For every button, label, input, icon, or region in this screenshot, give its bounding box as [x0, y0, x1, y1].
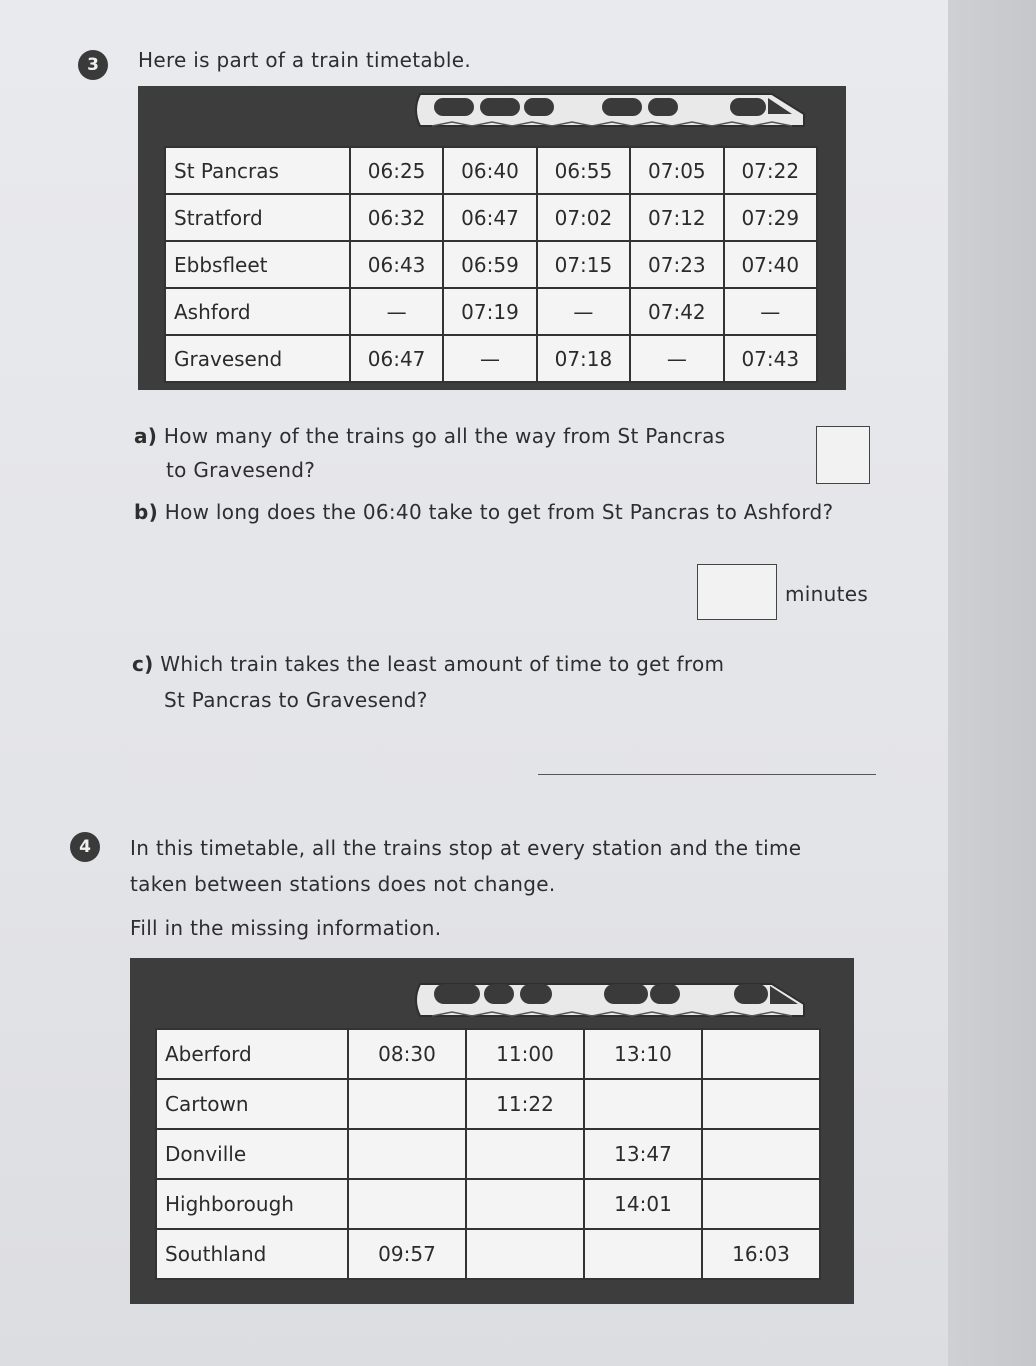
question-3-intro: Here is part of a train timetable. — [138, 48, 472, 72]
time-cell: 11:00 — [466, 1029, 584, 1079]
station-name: Donville — [156, 1129, 348, 1179]
time-cell: — — [630, 335, 723, 382]
table-row — [165, 147, 817, 194]
station-name: Highborough — [156, 1179, 348, 1229]
empty-time-cell[interactable] — [702, 1079, 820, 1129]
time-cell: 07:29 — [724, 194, 817, 241]
empty-time-cell[interactable] — [702, 1029, 820, 1079]
time-cell: 07:22 — [724, 147, 817, 194]
empty-time-cell[interactable] — [466, 1129, 584, 1179]
empty-time-cell[interactable] — [466, 1179, 584, 1229]
train-icon — [412, 78, 812, 134]
question-4-line1: In this timetable, all the trains stop at every station and the time — [130, 836, 802, 860]
time-cell: 07:05 — [630, 147, 723, 194]
time-cell: — — [537, 288, 630, 335]
table-row — [165, 288, 817, 335]
question-3c-line2: St Pancras to Gravesend? — [164, 688, 428, 712]
question-3a-label: a) — [134, 424, 158, 448]
question-3c-line1: Which train takes the least amount of time to get from — [160, 652, 725, 676]
time-cell: 07:12 — [630, 194, 723, 241]
time-cell: 07:42 — [630, 288, 723, 335]
train-icon — [412, 972, 812, 1028]
question-3b-text: How long does the 06:40 take to get from St Pancras to Ashford? — [164, 500, 834, 524]
answer-line-3c[interactable] — [538, 774, 876, 775]
minutes-unit: minutes — [785, 582, 869, 606]
time-cell: 06:47 — [350, 335, 443, 382]
time-cell: — — [724, 288, 817, 335]
station-name: Ebbsfleet — [165, 241, 350, 288]
time-cell: 06:55 — [537, 147, 630, 194]
empty-time-cell[interactable] — [584, 1079, 702, 1129]
table-row — [165, 335, 817, 382]
time-cell: — — [443, 335, 536, 382]
time-cell: 07:02 — [537, 194, 630, 241]
question-3a-line2: to Gravesend? — [166, 458, 316, 482]
empty-time-cell[interactable] — [466, 1229, 584, 1279]
time-cell: 06:40 — [443, 147, 536, 194]
question-3c-label: c) — [132, 652, 154, 676]
page-edge — [948, 0, 1036, 1366]
question-4-instruction: Fill in the missing information. — [130, 916, 442, 940]
empty-time-cell[interactable] — [584, 1229, 702, 1279]
table-row — [156, 1179, 820, 1229]
table-row — [156, 1129, 820, 1179]
empty-time-cell[interactable] — [702, 1179, 820, 1229]
station-name: Southland — [156, 1229, 348, 1279]
time-cell: 13:47 — [584, 1129, 702, 1179]
table-row — [156, 1079, 820, 1129]
time-cell: 07:43 — [724, 335, 817, 382]
time-cell: 07:23 — [630, 241, 723, 288]
time-cell: 09:57 — [348, 1229, 466, 1279]
timetable-1 — [164, 146, 818, 383]
time-cell: 07:19 — [443, 288, 536, 335]
time-cell: — — [350, 288, 443, 335]
table-row — [165, 241, 817, 288]
question-4-line2: taken between stations does not change. — [130, 872, 556, 896]
time-cell: 16:03 — [702, 1229, 820, 1279]
table-row — [156, 1229, 820, 1279]
time-cell: 07:18 — [537, 335, 630, 382]
time-cell: 08:30 — [348, 1029, 466, 1079]
question-3-number: 3 — [78, 50, 108, 80]
question-3b — [134, 500, 833, 524]
time-cell: 13:10 — [584, 1029, 702, 1079]
empty-time-cell[interactable] — [348, 1179, 466, 1229]
station-name: Aberford — [156, 1029, 348, 1079]
answer-box-3b[interactable] — [697, 564, 777, 620]
time-cell: 11:22 — [466, 1079, 584, 1129]
time-cell: 07:15 — [537, 241, 630, 288]
question-3a — [134, 424, 725, 448]
question-3b-label: b) — [134, 500, 159, 524]
question-3a-line1: How many of the trains go all the way from St Pancras — [163, 424, 726, 448]
station-name: Cartown — [156, 1079, 348, 1129]
time-cell: 07:40 — [724, 241, 817, 288]
empty-time-cell[interactable] — [348, 1079, 466, 1129]
table-row — [165, 194, 817, 241]
question-3c — [132, 652, 724, 676]
empty-time-cell[interactable] — [702, 1129, 820, 1179]
station-name: Ashford — [165, 288, 350, 335]
table-row — [156, 1029, 820, 1079]
time-cell: 06:25 — [350, 147, 443, 194]
timetable-2 — [155, 1028, 821, 1280]
time-cell: 06:59 — [443, 241, 536, 288]
time-cell: 14:01 — [584, 1179, 702, 1229]
time-cell: 06:32 — [350, 194, 443, 241]
time-cell: 06:47 — [443, 194, 536, 241]
empty-time-cell[interactable] — [348, 1129, 466, 1179]
station-name: Gravesend — [165, 335, 350, 382]
answer-box-3a[interactable] — [816, 426, 870, 484]
station-name: St Pancras — [165, 147, 350, 194]
time-cell: 06:43 — [350, 241, 443, 288]
question-4-number: 4 — [70, 832, 100, 862]
station-name: Stratford — [165, 194, 350, 241]
